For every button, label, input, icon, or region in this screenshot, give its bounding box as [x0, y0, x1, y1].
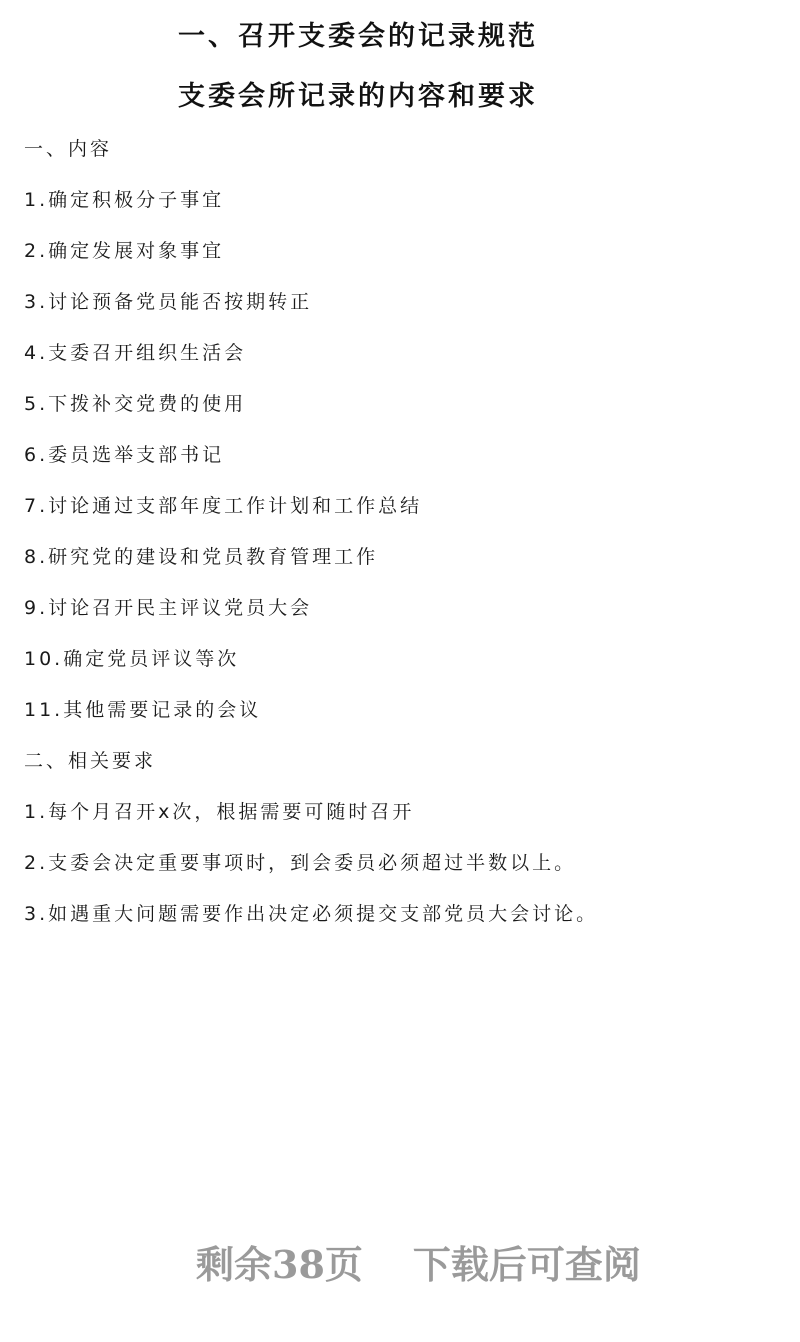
list-item: 4.支委召开组织生活会 — [24, 342, 247, 364]
list-item: 5.下拨补交党费的使用 — [24, 393, 247, 415]
list-item: 8.研究党的建设和党员教育管理工作 — [24, 546, 379, 568]
download-hint-label: 下载后可查阅 — [412, 1242, 641, 1287]
document-body — [24, 134, 784, 950]
list-item: 3.如遇重大问题需要作出决定必须提交支部党员大会讨论。 — [24, 903, 599, 925]
list-item: 7.讨论通过支部年度工作计划和工作总结 — [24, 495, 423, 517]
list-item: 9.讨论召开民主评议党员大会 — [24, 597, 313, 619]
section-heading-requirements: 二、相关要求 — [24, 750, 157, 772]
document-subtitle: 支委会所记录的内容和要求 — [178, 81, 538, 112]
document-title: 一、召开支委会的记录规范 — [178, 21, 538, 52]
list-item: 1.每个月召开x次，根据需要可随时召开 — [24, 801, 415, 823]
list-item: 2.支委会决定重要事项时，到会委员必须超过半数以上。 — [24, 852, 577, 874]
list-item: 2.确定发展对象事宜 — [24, 240, 225, 262]
list-item: 10.确定党员评议等次 — [24, 648, 240, 670]
list-item: 11.其他需要记录的会议 — [24, 699, 262, 721]
section-heading-content: 一、内容 — [24, 138, 113, 160]
list-item: 3.讨论预备党员能否按期转正 — [24, 291, 313, 313]
list-item: 1.确定积极分子事宜 — [24, 189, 225, 211]
remaining-pages-label: 剩余38页 — [196, 1242, 363, 1287]
list-item: 6.委员选举支部书记 — [24, 444, 225, 466]
download-watermark — [196, 1240, 756, 1290]
